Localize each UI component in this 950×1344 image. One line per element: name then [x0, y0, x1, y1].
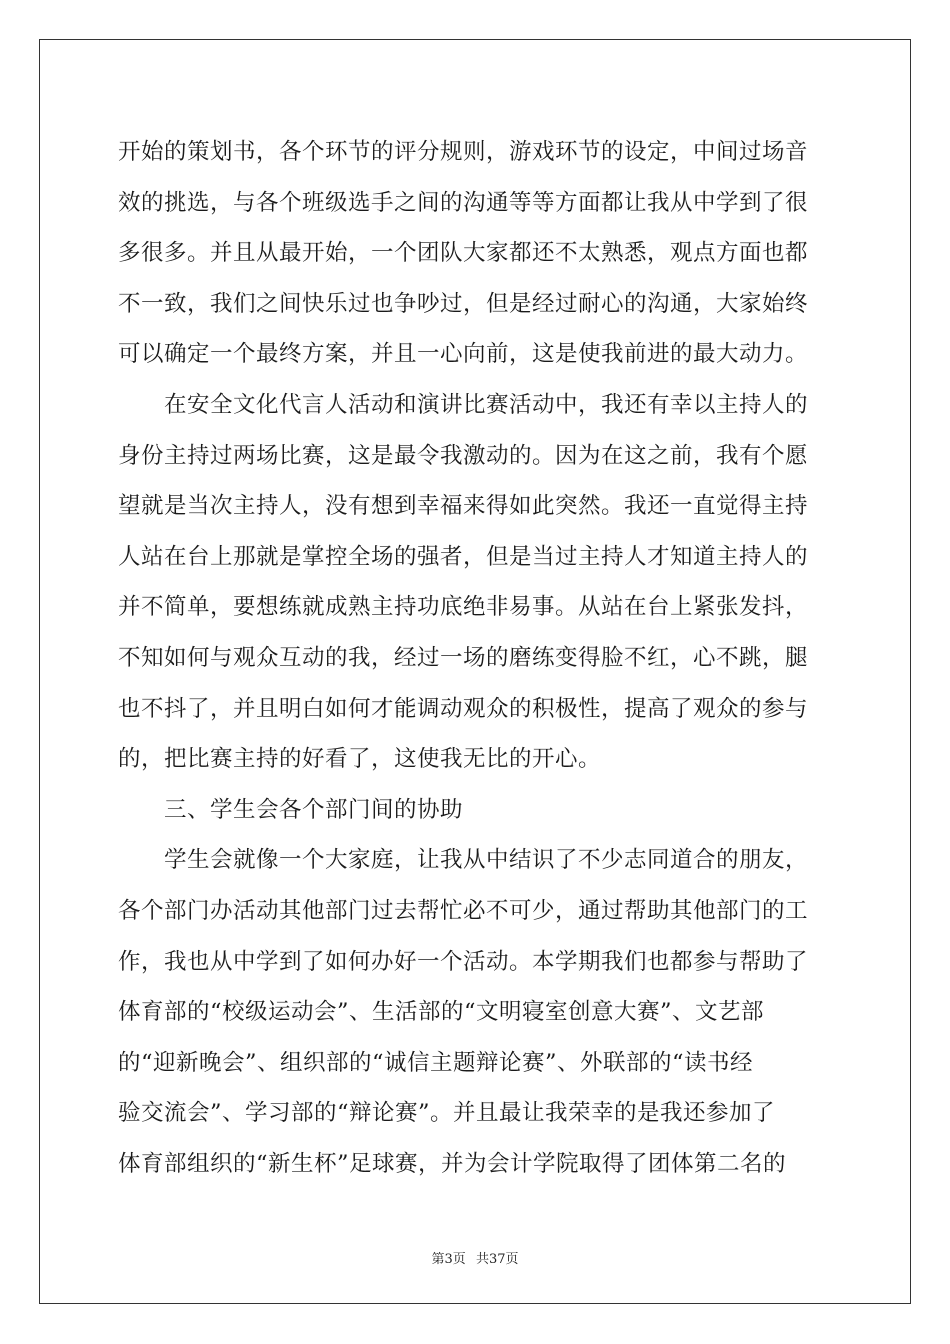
page-total: 共37页 [475, 1252, 519, 1267]
text-line: 也不抖了，并且明白如何才能调动观众的积极性，提高了观众的参与 [118, 695, 809, 722]
text-line: 不知如何与观众互动的我，经过一场的磨练变得脸不红，心不跳，腿 [118, 644, 809, 671]
text-line: 体育部组织的“新生杯”足球赛，并为会计学院取得了团体第二名的 [118, 1150, 787, 1177]
text-line: 身份主持过两场比赛，这是最令我激动的。因为在这之前，我有个愿 [118, 442, 809, 469]
text-line: 验交流会”、学习部的“辩论赛”。并且最让我荣幸的是我还参加了 [118, 1100, 776, 1127]
text-line: 学生会就像一个大家庭，让我从中结识了不少志同道合的朋友， [118, 847, 809, 874]
document-body [118, 127, 834, 1189]
text-line: 并不简单，要想练就成熟主持功底绝非易事。从站在台上紧张发抖， [118, 594, 809, 621]
text-line: 开始的策划书，各个环节的评分规则，游戏环节的设定，中间过场音 [118, 139, 809, 165]
section-heading: 三、学生会各个部门间的协助 [118, 796, 464, 823]
text-line: 望就是当次主持人，没有想到幸福来得如此突然。我还一直觉得主持 [118, 493, 809, 520]
text-line: 作，我也从中学到了如何办好一个活动。本学期我们也都参与帮助了 [118, 948, 809, 975]
text-line: 效的挑选，与各个班级选手之间的沟通等等方面都让我从中学到了很 [118, 189, 809, 216]
text-line: 的“迎新晚会”、组织部的“诚信主题辩论赛”、外联部的“读书经 [118, 1049, 754, 1076]
text-line: 可以确定一个最终方案，并且一心向前，这是使我前进的最大动力。 [118, 341, 809, 368]
page-footer [0, 1248, 950, 1267]
text-line: 体育部的“校级运动会”、生活部的“文明寝室创意大赛”、文艺部 [118, 999, 765, 1026]
text-line: 人站在台上那就是掌控全场的强者，但是当过主持人才知道主持人的 [118, 543, 809, 570]
text-line: 不一致，我们之间快乐过也争吵过，但是经过耐心的沟通，大家始终 [118, 290, 809, 317]
page-number: 第3页 [431, 1252, 466, 1267]
text-line: 各个部门办活动其他部门过去帮忙必不可少，通过帮助其他部门的工 [118, 897, 809, 924]
text-line: 在安全文化代言人活动和演讲比赛活动中，我还有幸以主持人的 [118, 391, 809, 418]
text-line: 多很多。并且从最开始，一个团队大家都还不太熟悉，观点方面也都 [118, 240, 809, 267]
text-line: 的，把比赛主持的好看了，这使我无比的开心。 [118, 746, 602, 773]
